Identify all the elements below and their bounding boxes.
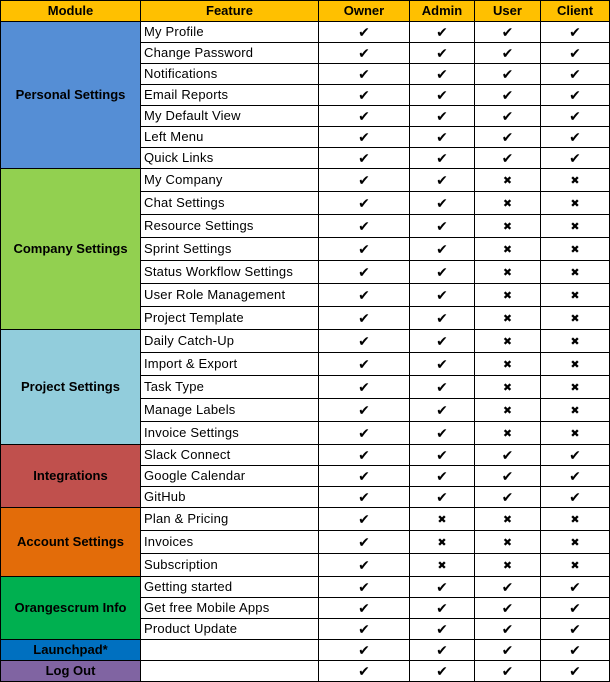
check-icon: ✔ xyxy=(436,195,448,211)
check-icon: ✔ xyxy=(501,621,514,637)
cross-icon: ✖ xyxy=(502,405,513,417)
cross-icon: ✖ xyxy=(570,359,580,371)
module-cell: Account Settings xyxy=(1,508,141,577)
check-icon: ✔ xyxy=(569,150,581,166)
owner-permission-cell xyxy=(319,353,410,376)
user-permission-cell xyxy=(475,22,541,43)
check-icon: ✔ xyxy=(436,621,448,637)
check-icon: ✔ xyxy=(358,218,370,234)
header-admin: Admin xyxy=(410,1,475,22)
client-permission-cell xyxy=(541,531,610,554)
cross-icon: ✖ xyxy=(570,198,580,210)
check-icon: ✔ xyxy=(436,663,448,679)
feature-cell: User Role Management xyxy=(141,284,319,307)
owner-permission-cell xyxy=(319,22,410,43)
admin-permission-cell xyxy=(410,445,475,466)
owner-permission-cell xyxy=(319,215,410,238)
client-permission-cell xyxy=(541,399,610,422)
module-cell: Company Settings xyxy=(1,169,141,330)
cross-icon: ✖ xyxy=(502,359,513,371)
check-icon: ✔ xyxy=(436,264,448,280)
owner-permission-cell xyxy=(319,445,410,466)
module-cell: Log Out xyxy=(1,661,141,682)
admin-permission-cell xyxy=(410,619,475,640)
client-permission-cell xyxy=(541,445,610,466)
user-permission-cell xyxy=(475,376,541,399)
check-icon: ✔ xyxy=(569,468,581,484)
table-row xyxy=(1,169,610,192)
feature-cell: Chat Settings xyxy=(141,192,319,215)
owner-permission-cell xyxy=(319,640,410,661)
cross-icon: ✖ xyxy=(502,221,513,233)
owner-permission-cell xyxy=(319,598,410,619)
check-icon: ✔ xyxy=(436,468,448,484)
check-icon: ✔ xyxy=(358,172,370,188)
check-icon: ✔ xyxy=(358,663,370,679)
client-permission-cell xyxy=(541,640,610,661)
check-icon: ✔ xyxy=(436,642,448,658)
feature-cell: My Default View xyxy=(141,106,319,127)
owner-permission-cell xyxy=(319,376,410,399)
check-icon: ✔ xyxy=(501,579,514,595)
check-icon: ✔ xyxy=(436,150,448,166)
feature-cell: Task Type xyxy=(141,376,319,399)
user-permission-cell xyxy=(475,466,541,487)
check-icon: ✔ xyxy=(569,642,581,658)
cross-icon: ✖ xyxy=(502,336,513,348)
client-permission-cell xyxy=(541,487,610,508)
header-client: Client xyxy=(541,1,610,22)
user-permission-cell xyxy=(475,619,541,640)
table-row xyxy=(1,640,610,661)
module-cell: Project Settings xyxy=(1,330,141,445)
user-permission-cell xyxy=(475,661,541,682)
feature-cell: Email Reports xyxy=(141,85,319,106)
client-permission-cell xyxy=(541,261,610,284)
check-icon: ✔ xyxy=(501,642,514,658)
owner-permission-cell xyxy=(319,238,410,261)
check-icon: ✔ xyxy=(358,402,370,418)
owner-permission-cell xyxy=(319,106,410,127)
table-row xyxy=(1,330,610,353)
client-permission-cell xyxy=(541,619,610,640)
admin-permission-cell xyxy=(410,554,475,577)
check-icon: ✔ xyxy=(501,24,514,40)
admin-permission-cell xyxy=(410,577,475,598)
admin-permission-cell xyxy=(410,307,475,330)
admin-permission-cell xyxy=(410,106,475,127)
check-icon: ✔ xyxy=(358,489,370,505)
admin-permission-cell xyxy=(410,169,475,192)
client-permission-cell xyxy=(541,376,610,399)
check-icon: ✔ xyxy=(358,129,370,145)
check-icon: ✔ xyxy=(358,264,370,280)
client-permission-cell xyxy=(541,22,610,43)
check-icon: ✔ xyxy=(358,557,370,573)
admin-permission-cell xyxy=(410,64,475,85)
check-icon: ✔ xyxy=(501,663,514,679)
check-icon: ✔ xyxy=(501,468,514,484)
owner-permission-cell xyxy=(319,127,410,148)
feature-cell: Product Update xyxy=(141,619,319,640)
feature-cell: Daily Catch-Up xyxy=(141,330,319,353)
check-icon: ✔ xyxy=(436,402,448,418)
admin-permission-cell xyxy=(410,376,475,399)
cross-icon: ✖ xyxy=(570,175,580,187)
feature-cell: GitHub xyxy=(141,487,319,508)
client-permission-cell xyxy=(541,85,610,106)
check-icon: ✔ xyxy=(436,218,448,234)
admin-permission-cell xyxy=(410,531,475,554)
owner-permission-cell xyxy=(319,284,410,307)
user-permission-cell xyxy=(475,353,541,376)
check-icon: ✔ xyxy=(358,621,370,637)
check-icon: ✔ xyxy=(501,87,514,103)
cross-icon: ✖ xyxy=(502,267,513,279)
cross-icon: ✖ xyxy=(502,313,513,325)
client-permission-cell xyxy=(541,64,610,85)
check-icon: ✔ xyxy=(358,24,370,40)
check-icon: ✔ xyxy=(569,600,581,616)
check-icon: ✔ xyxy=(358,66,370,82)
admin-permission-cell xyxy=(410,85,475,106)
module-cell: Orangescrum Info xyxy=(1,577,141,640)
cross-icon: ✖ xyxy=(437,514,447,526)
admin-permission-cell xyxy=(410,661,475,682)
client-permission-cell xyxy=(541,148,610,169)
client-permission-cell xyxy=(541,330,610,353)
owner-permission-cell xyxy=(319,619,410,640)
admin-permission-cell xyxy=(410,640,475,661)
cross-icon: ✖ xyxy=(570,290,580,302)
table-row xyxy=(1,508,610,531)
check-icon: ✔ xyxy=(358,108,370,124)
check-icon: ✔ xyxy=(358,310,370,326)
owner-permission-cell xyxy=(319,554,410,577)
check-icon: ✔ xyxy=(436,579,448,595)
cross-icon: ✖ xyxy=(570,405,580,417)
client-permission-cell xyxy=(541,661,610,682)
feature-cell: Get free Mobile Apps xyxy=(141,598,319,619)
admin-permission-cell xyxy=(410,127,475,148)
owner-permission-cell xyxy=(319,192,410,215)
check-icon: ✔ xyxy=(436,172,448,188)
admin-permission-cell xyxy=(410,284,475,307)
check-icon: ✔ xyxy=(501,129,514,145)
admin-permission-cell xyxy=(410,487,475,508)
admin-permission-cell xyxy=(410,598,475,619)
user-permission-cell xyxy=(475,531,541,554)
user-permission-cell xyxy=(475,148,541,169)
admin-permission-cell xyxy=(410,466,475,487)
client-permission-cell xyxy=(541,598,610,619)
user-permission-cell xyxy=(475,64,541,85)
user-permission-cell xyxy=(475,640,541,661)
cross-icon: ✖ xyxy=(570,336,580,348)
check-icon: ✔ xyxy=(358,511,370,527)
user-permission-cell xyxy=(475,261,541,284)
user-permission-cell xyxy=(475,215,541,238)
admin-permission-cell xyxy=(410,22,475,43)
admin-permission-cell xyxy=(410,238,475,261)
check-icon: ✔ xyxy=(436,66,448,82)
client-permission-cell xyxy=(541,554,610,577)
client-permission-cell xyxy=(541,43,610,64)
user-permission-cell xyxy=(475,508,541,531)
check-icon: ✔ xyxy=(358,379,370,395)
client-permission-cell xyxy=(541,192,610,215)
cross-icon: ✖ xyxy=(502,560,513,572)
cross-icon: ✖ xyxy=(502,175,513,187)
owner-permission-cell xyxy=(319,169,410,192)
owner-permission-cell xyxy=(319,261,410,284)
check-icon: ✔ xyxy=(358,425,370,441)
header-owner: Owner xyxy=(319,1,410,22)
check-icon: ✔ xyxy=(436,425,448,441)
cross-icon: ✖ xyxy=(570,514,580,526)
feature-cell: Left Menu xyxy=(141,127,319,148)
client-permission-cell xyxy=(541,307,610,330)
user-permission-cell xyxy=(475,554,541,577)
check-icon: ✔ xyxy=(436,333,448,349)
user-permission-cell xyxy=(475,85,541,106)
feature-cell: Slack Connect xyxy=(141,445,319,466)
cross-icon: ✖ xyxy=(570,428,580,440)
check-icon: ✔ xyxy=(436,45,448,61)
check-icon: ✔ xyxy=(358,642,370,658)
client-permission-cell xyxy=(541,215,610,238)
admin-permission-cell xyxy=(410,422,475,445)
feature-cell: Getting started xyxy=(141,577,319,598)
cross-icon: ✖ xyxy=(502,537,513,549)
cross-icon: ✖ xyxy=(570,221,580,233)
admin-permission-cell xyxy=(410,261,475,284)
user-permission-cell xyxy=(475,487,541,508)
cross-icon: ✖ xyxy=(502,514,513,526)
check-icon: ✔ xyxy=(501,45,514,61)
check-icon: ✔ xyxy=(358,195,370,211)
admin-permission-cell xyxy=(410,353,475,376)
check-icon: ✔ xyxy=(436,24,448,40)
owner-permission-cell xyxy=(319,307,410,330)
check-icon: ✔ xyxy=(569,447,581,463)
feature-cell: Google Calendar xyxy=(141,466,319,487)
admin-permission-cell xyxy=(410,43,475,64)
check-icon: ✔ xyxy=(569,108,581,124)
user-permission-cell xyxy=(475,106,541,127)
check-icon: ✔ xyxy=(358,241,370,257)
feature-cell xyxy=(141,661,319,682)
feature-cell: Quick Links xyxy=(141,148,319,169)
header-user: User xyxy=(475,1,541,22)
feature-cell: Invoice Settings xyxy=(141,422,319,445)
user-permission-cell xyxy=(475,127,541,148)
owner-permission-cell xyxy=(319,399,410,422)
check-icon: ✔ xyxy=(436,310,448,326)
module-cell: Launchpad* xyxy=(1,640,141,661)
feature-cell: Status Workflow Settings xyxy=(141,261,319,284)
cross-icon: ✖ xyxy=(502,198,513,210)
check-icon: ✔ xyxy=(358,534,370,550)
owner-permission-cell xyxy=(319,508,410,531)
client-permission-cell xyxy=(541,353,610,376)
client-permission-cell xyxy=(541,169,610,192)
check-icon: ✔ xyxy=(569,621,581,637)
header-row xyxy=(1,1,610,22)
cross-icon: ✖ xyxy=(502,244,513,256)
check-icon: ✔ xyxy=(569,129,581,145)
check-icon: ✔ xyxy=(358,579,370,595)
user-permission-cell xyxy=(475,43,541,64)
cross-icon: ✖ xyxy=(502,428,513,440)
client-permission-cell xyxy=(541,106,610,127)
user-permission-cell xyxy=(475,330,541,353)
cross-icon: ✖ xyxy=(570,537,580,549)
user-permission-cell xyxy=(475,238,541,261)
check-icon: ✔ xyxy=(436,379,448,395)
check-icon: ✔ xyxy=(436,489,448,505)
check-icon: ✔ xyxy=(436,356,448,372)
cross-icon: ✖ xyxy=(570,267,580,279)
user-permission-cell xyxy=(475,284,541,307)
table-row xyxy=(1,22,610,43)
table-body xyxy=(1,22,610,682)
admin-permission-cell xyxy=(410,508,475,531)
client-permission-cell xyxy=(541,127,610,148)
module-cell: Personal Settings xyxy=(1,22,141,169)
check-icon: ✔ xyxy=(358,600,370,616)
check-icon: ✔ xyxy=(358,287,370,303)
header-module: Module xyxy=(1,1,141,22)
client-permission-cell xyxy=(541,238,610,261)
owner-permission-cell xyxy=(319,577,410,598)
cross-icon: ✖ xyxy=(502,382,513,394)
admin-permission-cell xyxy=(410,192,475,215)
feature-cell: My Profile xyxy=(141,22,319,43)
check-icon: ✔ xyxy=(436,600,448,616)
admin-permission-cell xyxy=(410,148,475,169)
owner-permission-cell xyxy=(319,531,410,554)
feature-cell xyxy=(141,640,319,661)
feature-cell: Notifications xyxy=(141,64,319,85)
check-icon: ✔ xyxy=(569,87,581,103)
owner-permission-cell xyxy=(319,148,410,169)
feature-cell: Manage Labels xyxy=(141,399,319,422)
check-icon: ✔ xyxy=(501,600,514,616)
user-permission-cell xyxy=(475,598,541,619)
check-icon: ✔ xyxy=(569,45,581,61)
user-permission-cell xyxy=(475,422,541,445)
user-permission-cell xyxy=(475,399,541,422)
check-icon: ✔ xyxy=(569,579,581,595)
feature-cell: Sprint Settings xyxy=(141,238,319,261)
cross-icon: ✖ xyxy=(570,560,580,572)
client-permission-cell xyxy=(541,466,610,487)
user-permission-cell xyxy=(475,445,541,466)
feature-cell: Import & Export xyxy=(141,353,319,376)
header-feature: Feature xyxy=(141,1,319,22)
client-permission-cell xyxy=(541,508,610,531)
check-icon: ✔ xyxy=(436,241,448,257)
cross-icon: ✖ xyxy=(570,382,580,394)
check-icon: ✔ xyxy=(569,24,581,40)
client-permission-cell xyxy=(541,422,610,445)
check-icon: ✔ xyxy=(358,150,370,166)
cross-icon: ✖ xyxy=(502,290,513,302)
admin-permission-cell xyxy=(410,399,475,422)
owner-permission-cell xyxy=(319,487,410,508)
user-permission-cell xyxy=(475,192,541,215)
check-icon: ✔ xyxy=(436,87,448,103)
check-icon: ✔ xyxy=(436,129,448,145)
check-icon: ✔ xyxy=(358,447,370,463)
check-icon: ✔ xyxy=(358,356,370,372)
check-icon: ✔ xyxy=(501,447,514,463)
feature-cell: Change Password xyxy=(141,43,319,64)
cross-icon: ✖ xyxy=(570,244,580,256)
owner-permission-cell xyxy=(319,64,410,85)
module-cell: Integrations xyxy=(1,445,141,508)
user-permission-cell xyxy=(475,307,541,330)
feature-cell: Plan & Pricing xyxy=(141,508,319,531)
check-icon: ✔ xyxy=(501,108,514,124)
user-permission-cell xyxy=(475,169,541,192)
table-row xyxy=(1,445,610,466)
client-permission-cell xyxy=(541,284,610,307)
feature-cell: Project Template xyxy=(141,307,319,330)
check-icon: ✔ xyxy=(358,45,370,61)
check-icon: ✔ xyxy=(501,150,514,166)
table-row xyxy=(1,661,610,682)
feature-cell: My Company xyxy=(141,169,319,192)
client-permission-cell xyxy=(541,577,610,598)
admin-permission-cell xyxy=(410,330,475,353)
check-icon: ✔ xyxy=(501,66,514,82)
check-icon: ✔ xyxy=(358,333,370,349)
user-permission-cell xyxy=(475,577,541,598)
feature-cell: Subscription xyxy=(141,554,319,577)
feature-cell: Invoices xyxy=(141,531,319,554)
check-icon: ✔ xyxy=(436,447,448,463)
admin-permission-cell xyxy=(410,215,475,238)
owner-permission-cell xyxy=(319,330,410,353)
check-icon: ✔ xyxy=(569,66,581,82)
owner-permission-cell xyxy=(319,661,410,682)
check-icon: ✔ xyxy=(358,468,370,484)
cross-icon: ✖ xyxy=(437,560,447,572)
check-icon: ✔ xyxy=(569,663,581,679)
check-icon: ✔ xyxy=(501,489,514,505)
owner-permission-cell xyxy=(319,422,410,445)
table-row xyxy=(1,577,610,598)
cross-icon: ✖ xyxy=(570,313,580,325)
feature-cell: Resource Settings xyxy=(141,215,319,238)
owner-permission-cell xyxy=(319,85,410,106)
cross-icon: ✖ xyxy=(437,537,447,549)
check-icon: ✔ xyxy=(436,108,448,124)
owner-permission-cell xyxy=(319,466,410,487)
check-icon: ✔ xyxy=(358,87,370,103)
check-icon: ✔ xyxy=(436,287,448,303)
owner-permission-cell xyxy=(319,43,410,64)
check-icon: ✔ xyxy=(569,489,581,505)
